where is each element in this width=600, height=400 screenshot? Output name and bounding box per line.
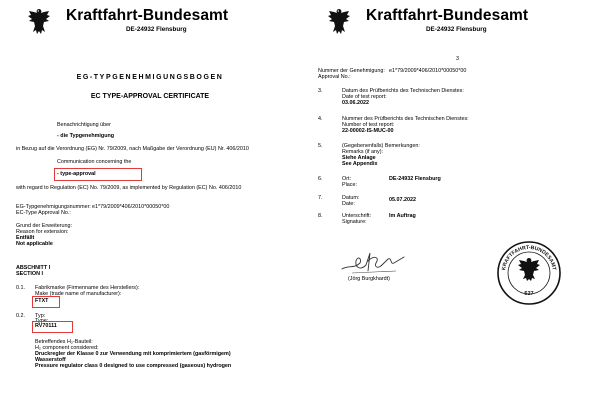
component-value-en: Pressure regulator class 0 designed to use compressed (gaseous) hydrogen xyxy=(35,363,232,369)
signature-label-en: Signature: xyxy=(342,219,367,225)
approval-number-value: e1*79/2009*406/2010*00050*00 xyxy=(92,204,170,210)
date-value: 05.07.2022 xyxy=(389,197,416,203)
test-report-number-value: 22-00002-IS-MUC-00 xyxy=(342,128,394,134)
test-report-date-value: 03.06.2022 xyxy=(342,100,369,106)
certificate-page-right xyxy=(300,0,600,400)
item-number: 0.2. xyxy=(16,313,25,319)
extension-value-en: Not applicable xyxy=(16,241,53,247)
test-report-date-label-de: Datum des Prüfberichts des Technischen Dienstes: xyxy=(342,88,464,94)
make-label-de: Fabrikmarke (Firmenname des Herstellers): xyxy=(35,285,140,291)
item-number: 7. xyxy=(318,195,323,201)
component-value-de-continued: Wasserstoff xyxy=(35,357,66,363)
type-label-en: Type: xyxy=(35,318,49,324)
letterhead xyxy=(300,4,600,44)
letterhead xyxy=(0,4,300,44)
approval-number-label-en: Approval No.: xyxy=(318,74,351,80)
seal-text: KRAFTFAHRT-BUNDESAMT xyxy=(501,244,557,271)
signature-value: Im Auftrag xyxy=(389,213,416,219)
regulation-german: in Bezug auf die Verordnung (EG) Nr. 79/2009, nach Maßgabe der Verordnung (EU) Nr. 406/2010 xyxy=(16,146,249,152)
date-label-de: Datum: xyxy=(342,195,360,201)
test-report-number-label-en: Number of test report: xyxy=(342,122,395,128)
make-label-en: Make (trade name of manufacturer): xyxy=(35,291,122,297)
extension-value-de: Entfällt xyxy=(16,235,35,241)
component-label-de: Betreffendes H₂-Bauteil: xyxy=(35,339,93,345)
notification-label: Benachrichtigung über xyxy=(57,122,111,128)
item-number: 4. xyxy=(318,116,323,122)
official-seal xyxy=(496,240,562,306)
approval-number-label-de: Nummer der Genehmigung: xyxy=(318,68,385,74)
notification-item: - die Typgenehmigung xyxy=(57,133,115,139)
item-number: 3. xyxy=(318,88,323,94)
date-label-en: Date: xyxy=(342,201,355,207)
item-number: 0.1. xyxy=(16,285,25,291)
approval-number-label-en: EC-Type Approval No.: xyxy=(16,210,71,216)
approval-number-label-de: EG-Typgenehmigungsnummer: xyxy=(16,204,91,210)
authority-address: DE-24932 Flensburg xyxy=(426,26,487,33)
item-number: 8. xyxy=(318,213,323,219)
item-number: 6. xyxy=(318,176,323,182)
communication-label: Communication concerning the xyxy=(57,159,132,165)
approval-number-value: e1*79/2009*406/2010*00050*00 xyxy=(389,68,467,74)
section-heading-en: SECTION I xyxy=(16,271,43,277)
test-report-date-label-en: Date of test report: xyxy=(342,94,387,100)
signature-label-de: Unterschrift: xyxy=(342,213,372,219)
authority-name: Kraftfahrt-Bundesamt xyxy=(366,7,529,24)
authority-name: Kraftfahrt-Bundesamt xyxy=(66,7,229,24)
place-label-en: Place: xyxy=(342,182,357,188)
signatory-name: (Jörg Burgkhardt) xyxy=(348,276,390,282)
seal-number: 527 xyxy=(524,291,534,297)
make-value: FTXT xyxy=(35,298,49,304)
component-label-en: H₂ component considered: xyxy=(35,345,99,351)
remarks-label-en: Remarks (if any): xyxy=(342,149,384,155)
extension-reason-en: Reason for extension: xyxy=(16,229,69,235)
section-heading-de: ABSCHNITT I xyxy=(16,265,51,271)
type-value: RV70111 xyxy=(35,323,57,329)
title-german: EG-TYPGENEHMIGUNGSBOGEN xyxy=(76,74,224,81)
authority-address: DE-24932 Flensburg xyxy=(126,26,187,33)
test-report-number-label-de: Nummer des Prüfberichts des Technischen Dienstes: xyxy=(342,116,469,122)
federal-eagle-icon xyxy=(26,6,52,36)
extension-reason-de: Grund der Erweiterung: xyxy=(16,223,73,229)
place-value: DE-24932 Flensburg xyxy=(389,176,441,182)
type-label-de: Typ: xyxy=(35,313,46,319)
item-number: 5. xyxy=(318,143,323,149)
regulation-english: with regard to Regulation (EC) No. 79/2009, as implemented by Regulation (EC) No. 406/2010 xyxy=(16,185,242,191)
remarks-value-en: See Appendix xyxy=(342,161,378,167)
handwritten-signature xyxy=(338,247,408,277)
communication-item: - type-approval xyxy=(57,171,96,177)
remarks-value-de: Siehe Anlage xyxy=(342,155,376,161)
title-english: EC TYPE-APPROVAL CERTIFICATE xyxy=(90,93,210,100)
remarks-label-de: (Gegebenenfalls) Bemerkungen: xyxy=(342,143,420,149)
page-number: 3 xyxy=(456,56,459,62)
federal-eagle-icon xyxy=(326,6,352,36)
place-label-de: Ort: xyxy=(342,176,351,182)
component-value-de: Druckregler der Klasse 0 zur Verwendung mit komprimiertem (gasförmigem) xyxy=(35,351,231,357)
